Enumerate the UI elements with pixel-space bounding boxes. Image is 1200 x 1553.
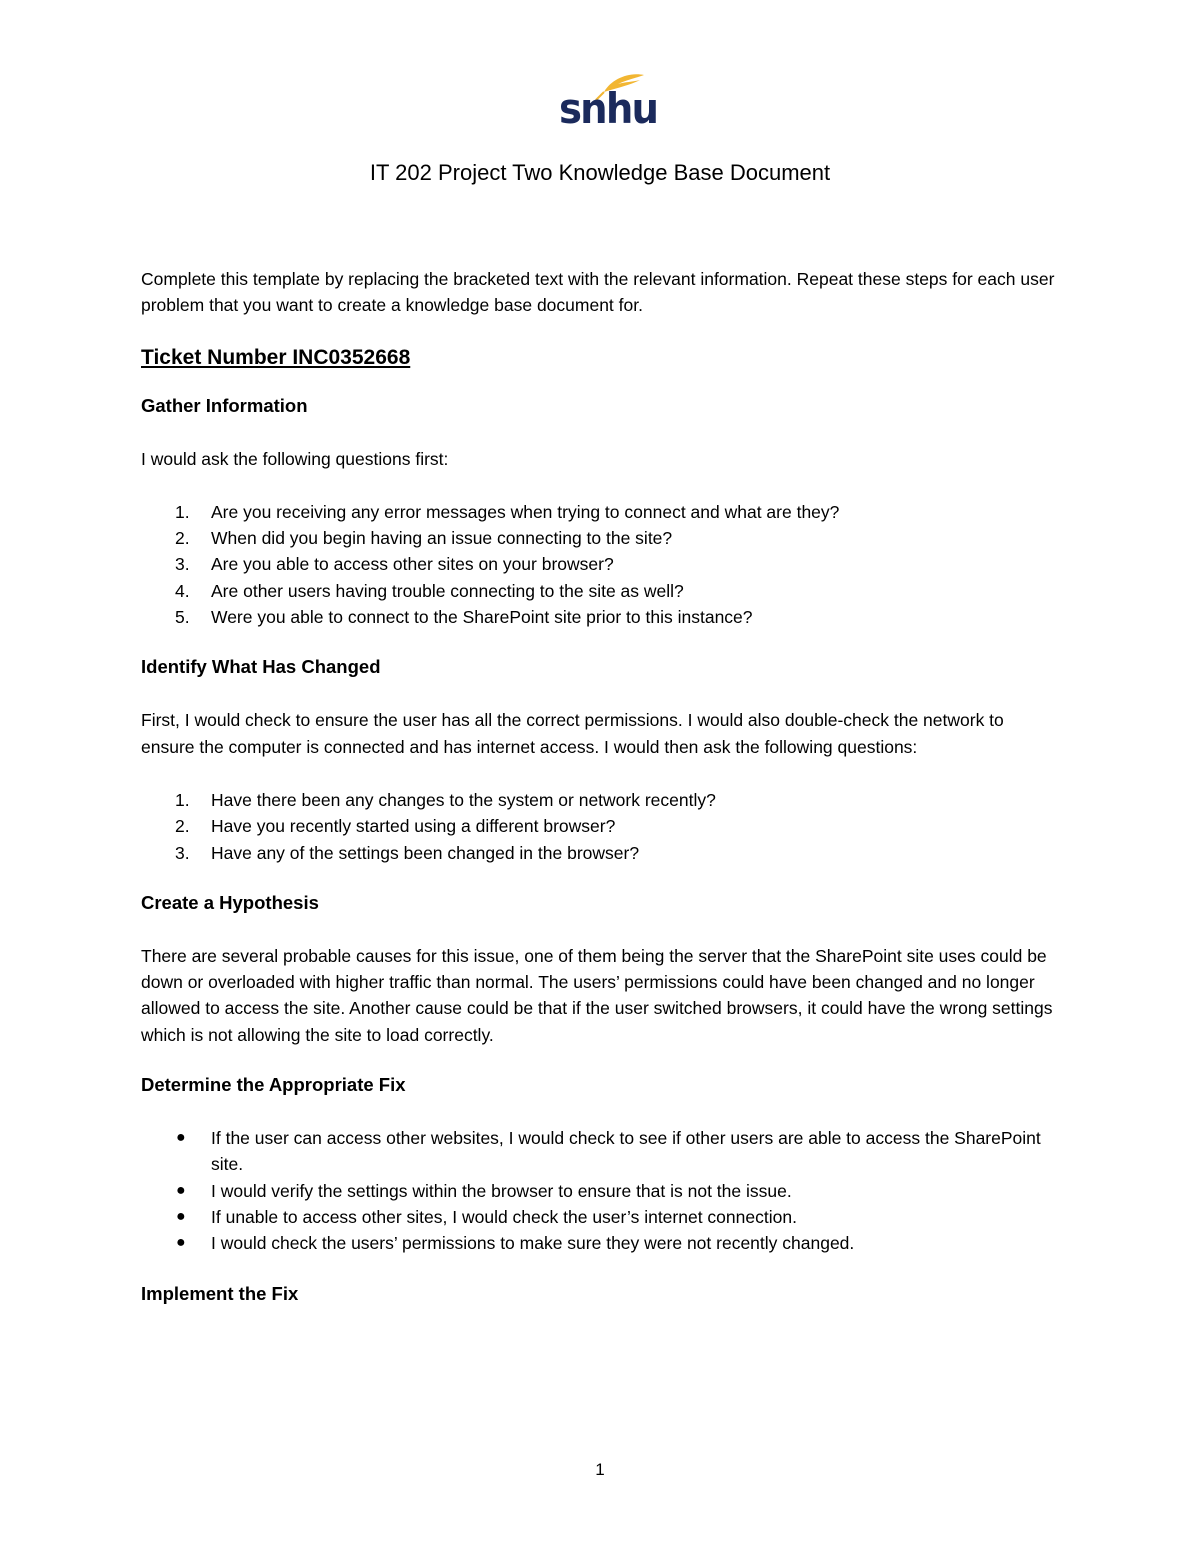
identify-changed-section (141, 654, 1061, 865)
list-item: 2. When did you begin having an issue connecting to the site? (175, 528, 673, 549)
list-item: ● If unable to access other sites, I would check the user’s internet connection. (141, 1204, 1061, 1230)
fix-section (141, 1072, 1061, 1256)
gather-information-section (141, 393, 1061, 631)
document-title: IT 202 Project Two Knowledge Base Document (369, 160, 831, 185)
fix-bullet-list (141, 1125, 1061, 1256)
list-item: ● I would verify the settings within the browser to ensure that is not the issue. (141, 1178, 1061, 1204)
bullet-icon: ● (176, 1207, 186, 1225)
intro-paragraph: Complete this template by replacing the bracketed text with the relevant information. Repeat these steps for each user problem that you want to create a knowledge base document for. (141, 269, 1055, 316)
list-item: 5. Were you able to connect to the SharePoint site prior to this instance? (175, 607, 753, 628)
snhu-logo (556, 72, 658, 134)
document-body (141, 266, 1061, 1334)
implement-heading: Implement the Fix (141, 1282, 299, 1304)
list-item: ● I would check the users’ permissions to make sure they were not recently changed. (141, 1230, 1061, 1256)
list-item: 3. Have any of the settings been changed in the browser? (175, 842, 640, 863)
hypothesis-text: There are several probable causes for this issue, one of them being the server that the SharePoint site uses could be down or overloaded with higher traffic than normal. The users’ permissions could have been changed and no longer allowed to access the site. Another cause could be that if the user switched browsers, it could have the wrong settings which is not allowing the site to load correctly. (141, 945, 1053, 1045)
hypothesis-section (141, 890, 1061, 1048)
changed-questions-list (141, 787, 1061, 866)
bullet-icon: ● (176, 1181, 186, 1199)
list-item: 3. Are you able to access other sites on your browser? (175, 554, 614, 575)
list-item: 1. Are you receiving any error messages when trying to connect and what are they? (175, 501, 840, 522)
gather-questions-list (141, 499, 1061, 630)
bullet-icon: ● (176, 1129, 186, 1147)
bullet-icon: ● (176, 1234, 186, 1252)
gather-information-lead: I would ask the following questions first: (141, 448, 449, 469)
list-item: 2. Have you recently started using a different browser? (175, 816, 616, 837)
ticket-number-heading: Ticket Number INC0352668 (141, 345, 411, 369)
gather-information-heading: Gather Information (141, 394, 308, 416)
identify-changed-lead: First, I would check to ensure the user has all the correct permissions. I would also double-check the network to ensure the computer is connected and has internet access. I would then ask the following questions: (141, 710, 1004, 757)
list-item: ● If the user can access other websites, I would check to see if other users are able to access the SharePoint site. (141, 1125, 1061, 1178)
identify-changed-heading: Identify What Has Changed (141, 656, 381, 678)
implement-section (141, 1281, 1061, 1307)
page-number: 1 (595, 1460, 605, 1479)
fix-heading: Determine the Appropriate Fix (141, 1074, 406, 1096)
list-item: 1. Have there been any changes to the system or network recently? (175, 789, 716, 810)
hypothesis-heading: Create a Hypothesis (141, 891, 319, 913)
list-item: 4. Are other users having trouble connecting to the site as well? (175, 580, 684, 601)
logo-wordmark: snhu (559, 84, 658, 133)
